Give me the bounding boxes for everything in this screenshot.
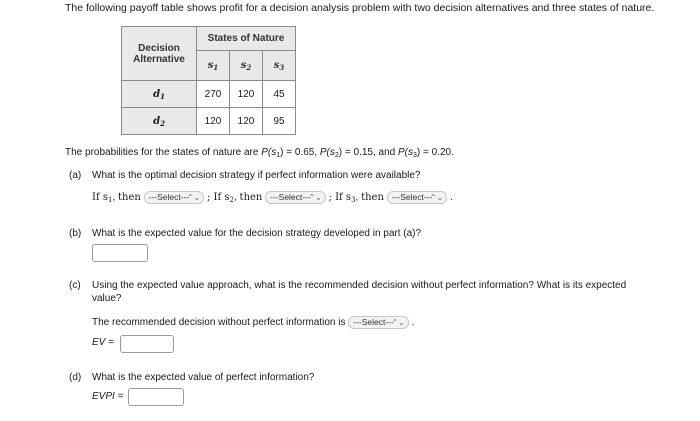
- part-c-question-line2: value?: [92, 293, 122, 304]
- table-cell: 45: [263, 81, 296, 108]
- strategy-s1-select[interactable]: ---Select--- ⌃⌄: [144, 191, 205, 204]
- part-c-letter: (c): [69, 280, 81, 291]
- recommended-decision-select[interactable]: ---Select--- ⌃⌄: [348, 316, 409, 329]
- evpi-label: EVPI =: [92, 391, 124, 402]
- ev-label: EV =: [92, 337, 114, 348]
- part-d-letter: (d): [69, 372, 82, 383]
- evpi-input[interactable]: [128, 388, 184, 406]
- ev-input[interactable]: [120, 335, 174, 353]
- intro-text: The following payoff table shows profit for a decision analysis problem with two decision alternatives and three states of nature.: [65, 2, 655, 14]
- col-header: States of Nature: [197, 27, 296, 51]
- part-a-question: What is the optimal decision strategy if perfect information were available?: [92, 170, 421, 181]
- strategy-s2-select[interactable]: ---Select--- ⌃⌄: [265, 191, 326, 204]
- state-s2: $s_2$: [230, 51, 263, 81]
- table-cell: 95: [263, 108, 296, 135]
- chevron-up-down-icon: ⌃⌄: [391, 318, 405, 327]
- table-cell: 120: [230, 108, 263, 135]
- part-b-question: What is the expected value for the decision strategy developed in part (a)?: [92, 228, 422, 239]
- probabilities-text: The probabilities for the states of nature are $P(s_1) = 0.65$, $P(s_2) = 0.15$, and $P(s_3) = 0.20$.: [65, 147, 454, 159]
- table-cell: 270: [197, 81, 230, 108]
- strategy-s3-select[interactable]: ---Select--- ⌃⌄: [387, 191, 448, 204]
- table-cell: 120: [197, 108, 230, 135]
- part-a-letter: (a): [69, 170, 82, 181]
- state-s1: $s_1$: [197, 51, 230, 81]
- table-cell: 120: [230, 81, 263, 108]
- part-c-question-line1: Using the expected value approach, what is the recommended decision without perfect information? What is its expected: [92, 280, 627, 291]
- part-b-letter: (b): [69, 228, 82, 239]
- part-c-recommendation-row: The recommended decision without perfect information is ---Select--- ⌃⌄ .: [92, 317, 415, 329]
- state-s3: $s_3$: [263, 51, 296, 81]
- chevron-up-down-icon: ⌃⌄: [308, 193, 322, 202]
- part-d-question: What is the expected value of perfect information?: [92, 372, 315, 383]
- chevron-up-down-icon: ⌃⌄: [186, 193, 201, 202]
- part-a-strategy-row: If $s_1$, then ---Select--- ⌃⌄ ; If $s_2$, then ---Select--- ⌃⌄ ; If $s_3$, then ---Select--- ⌃⌄ .: [92, 192, 453, 205]
- row-header: Decision Alternative: [122, 27, 197, 81]
- chevron-up-down-icon: ⌃⌄: [429, 193, 444, 202]
- payoff-table: [121, 26, 296, 135]
- alt-d1: $d_1$: [122, 81, 197, 108]
- alt-d2: $d_2$: [122, 108, 197, 135]
- part-b-answer-input[interactable]: [92, 244, 148, 262]
